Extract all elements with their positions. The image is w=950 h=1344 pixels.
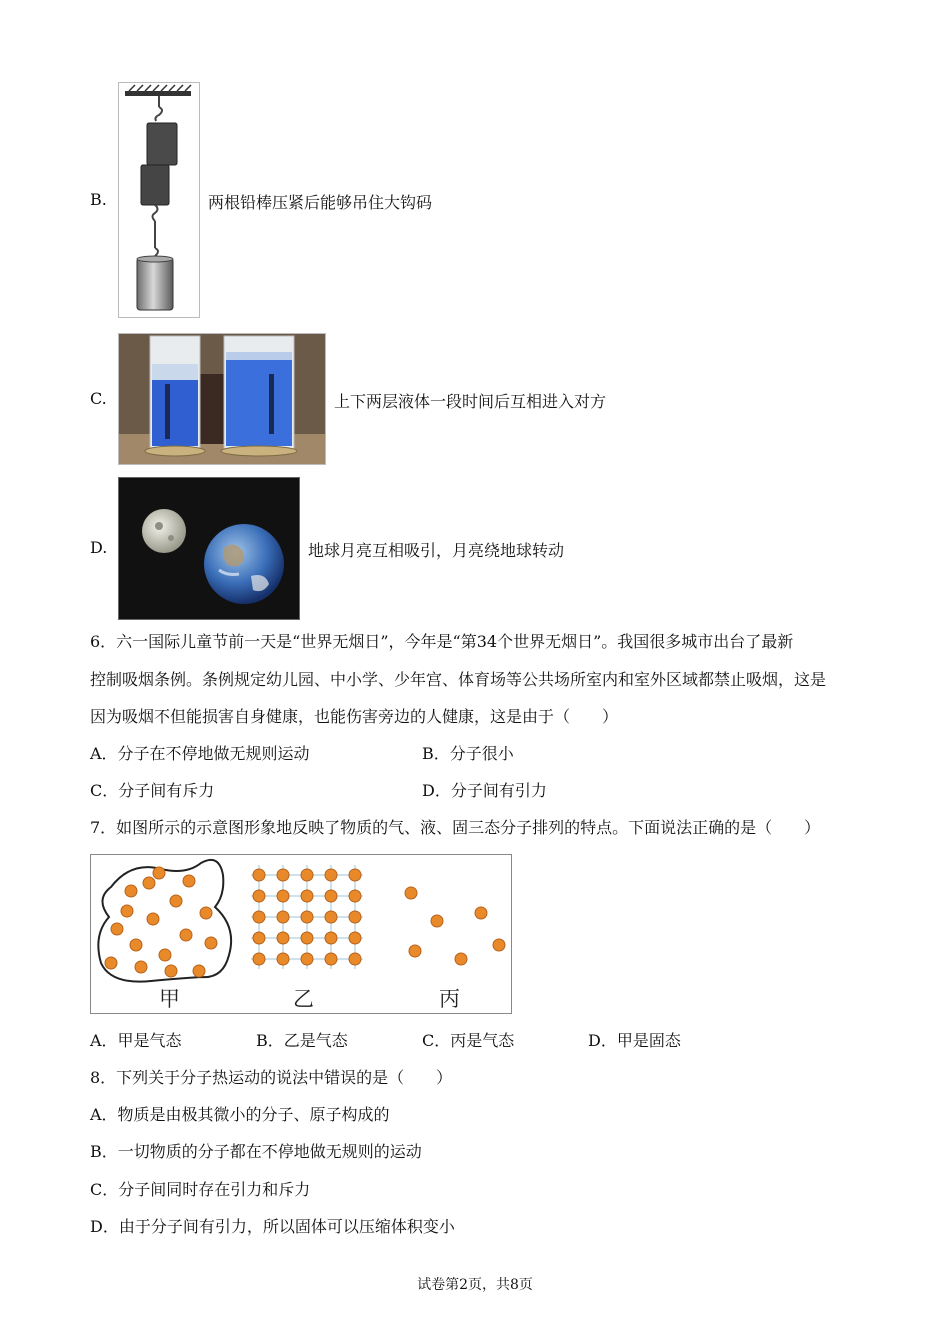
q8-option-d: D．由于分子间有引力，所以固体可以压缩体积变小 [90, 1217, 455, 1236]
label-jia: 甲 [159, 987, 180, 1011]
molecule-jia [121, 905, 133, 917]
molecule-yi [301, 869, 313, 881]
molecule-jia [143, 877, 155, 889]
molecule-yi [349, 890, 361, 902]
molecule-jia [170, 895, 182, 907]
option-b-letter: B. [90, 190, 107, 209]
page-footer: 试卷第2页，共8页 [417, 1277, 533, 1293]
lead-blocks-image [118, 82, 200, 318]
molecule-yi [277, 953, 289, 965]
option-c-letter: C. [90, 389, 107, 408]
molecule-yi [325, 932, 337, 944]
option-b-caption: 两根铅棒压紧后能够吊住大钩码 [208, 193, 433, 212]
q8-option-b: B．一切物质的分子都在不停地做无规则的运动 [90, 1142, 422, 1161]
molecule-jia [147, 913, 159, 925]
q7-option-b: B．乙是气态 [256, 1031, 348, 1050]
molecule-yi [277, 932, 289, 944]
molecule-jia [105, 957, 117, 969]
liquid-diffusion-image [118, 333, 326, 465]
molecule-yi [253, 869, 265, 881]
molecule-yi [253, 890, 265, 902]
molecule-jia [130, 939, 142, 951]
molecule-yi [277, 890, 289, 902]
q6-option-a: A．分子在不停地做无规则运动 [90, 744, 310, 763]
molecule-yi [349, 953, 361, 965]
molecule-yi [301, 911, 313, 923]
q8-option-c: C．分子间同时存在引力和斥力 [90, 1180, 311, 1199]
molecule-jia [159, 949, 171, 961]
molecule-jia [125, 885, 137, 897]
q8-option-a: A．物质是由极其微小的分子、原子构成的 [90, 1105, 390, 1124]
q7-option-d: D．甲是固态 [588, 1031, 681, 1050]
molecule-bing [493, 939, 505, 951]
q6-stem-line-1: 6．六一国际儿童节前一天是“世界无烟日”，今年是“第34个世界无烟日”。我国很多城市出台了最新 [90, 632, 794, 651]
molecule-yi [325, 953, 337, 965]
molecule-jia [165, 965, 177, 977]
molecule-yi [349, 911, 361, 923]
label-bing: 丙 [439, 987, 460, 1011]
molecule-yi [277, 911, 289, 923]
molecule-yi [325, 869, 337, 881]
q6-option-b: B．分子很小 [422, 744, 514, 763]
molecule-states-figure [90, 854, 512, 1014]
q8-stem: 8．下列关于分子热运动的说法中错误的是（ ） [90, 1068, 453, 1087]
molecule-jia [111, 923, 123, 935]
q6-option-d: D．分子间有引力 [422, 781, 547, 800]
molecule-bing [475, 907, 487, 919]
molecule-yi [277, 869, 289, 881]
molecule-yi [325, 890, 337, 902]
molecule-yi [349, 932, 361, 944]
molecule-yi [301, 953, 313, 965]
molecule-jia [200, 907, 212, 919]
molecule-bing [431, 915, 443, 927]
molecule-jia [183, 875, 195, 887]
q6-stem-line-3: 因为吸烟不但能损害自身健康，也能伤害旁边的人健康，这是由于（ ） [90, 707, 619, 726]
option-d-caption: 地球月亮互相吸引，月亮绕地球转动 [308, 541, 565, 560]
q7-option-c: C．丙是气态 [422, 1031, 515, 1050]
option-c-caption: 上下两层液体一段时间后互相进入对方 [334, 392, 607, 411]
molecule-bing [405, 887, 417, 899]
molecule-jia [135, 961, 147, 973]
molecule-yi [349, 869, 361, 881]
q7-option-a: A．甲是气态 [90, 1031, 182, 1050]
molecule-yi [301, 932, 313, 944]
molecule-jia [153, 867, 165, 879]
molecule-yi [253, 911, 265, 923]
q7-stem: 7．如图所示的示意图形象地反映了物质的气、液、固三态分子排列的特点。下面说法正确的是（ ） [90, 818, 821, 837]
earth-moon-image [118, 477, 300, 620]
q6-stem-line-2: 控制吸烟条例。条例规定幼儿园、中小学、少年宫、体育场等公共场所室内和室外区域都禁止吸烟，这是 [90, 670, 827, 689]
molecule-yi [253, 953, 265, 965]
molecule-bing [409, 945, 421, 957]
molecule-yi [253, 932, 265, 944]
label-yi: 乙 [293, 987, 314, 1011]
molecule-bing [455, 953, 467, 965]
option-d-letter: D. [90, 538, 108, 557]
molecule-yi [301, 890, 313, 902]
q6-option-c: C．分子间有斥力 [90, 781, 215, 800]
molecule-jia [205, 937, 217, 949]
molecule-jia [180, 929, 192, 941]
molecule-yi [325, 911, 337, 923]
molecule-jia [193, 965, 205, 977]
